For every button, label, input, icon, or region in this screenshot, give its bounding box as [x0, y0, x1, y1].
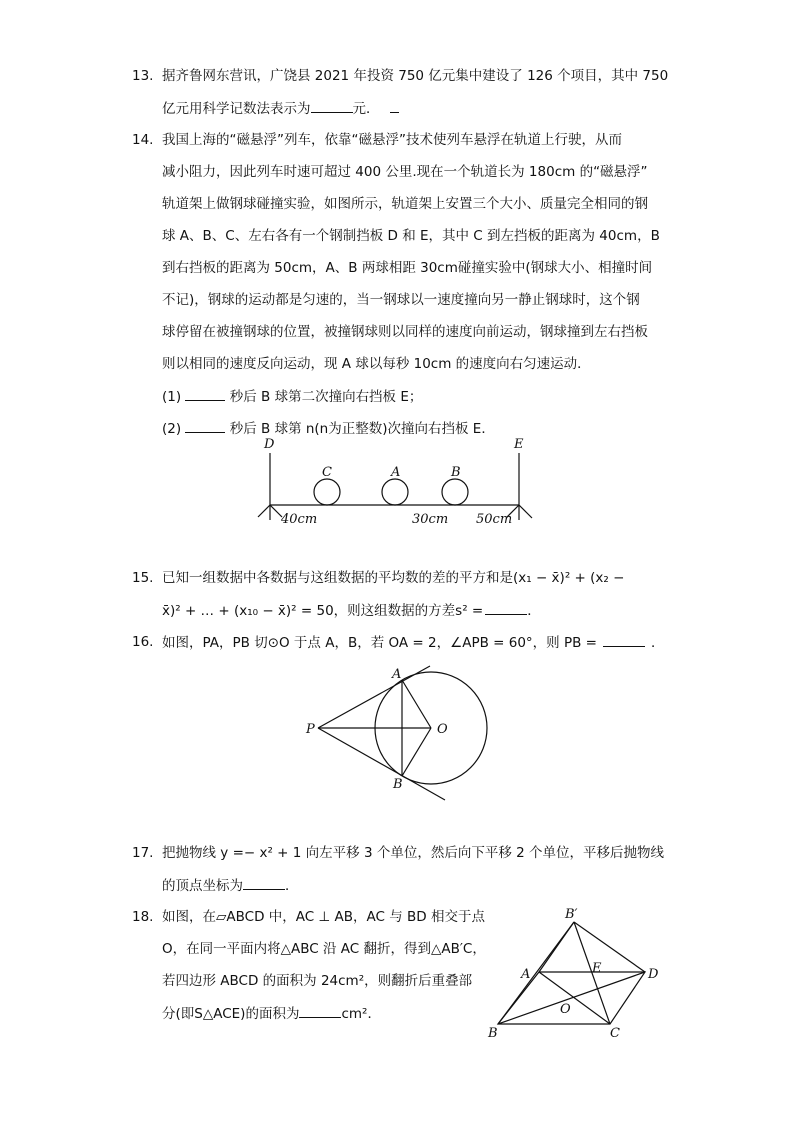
- q16-fig-label-o: O: [437, 722, 448, 737]
- q17-line2a: 的顶点坐标为: [162, 878, 243, 894]
- q17-line1: 把抛物线 y =− x² + 1 向左平移 3 个单位，然后向下平移 2 个单位，平移后抛物线: [162, 845, 665, 861]
- q18-fig-diagonal-ac: [539, 972, 610, 1024]
- q16-number: 16.: [132, 634, 154, 650]
- q18-number: 18.: [132, 909, 154, 925]
- q14-part1-text: 秒后 B 球第二次撞向右挡板 E；: [229, 389, 423, 405]
- q13-line2a: 亿元用科学记数法表示为: [162, 101, 311, 117]
- q13-line1: 据齐鲁网东营讯，广饶县 2021 年投资 750 亿元集中建设了 126 个项目，其中 750: [162, 68, 669, 84]
- q14-fig-dist-40: 40cm: [281, 512, 318, 527]
- q18-line4b: cm²．: [341, 1006, 381, 1022]
- q18-fig-label-e: E: [592, 961, 602, 976]
- q14-fig-dist-50: 50cm: [476, 512, 513, 527]
- q16-end: ．: [650, 635, 665, 651]
- q14-part1-label: (1): [162, 389, 182, 405]
- q16-fig-label-p: P: [306, 722, 315, 737]
- q18-fig-label-c: C: [610, 1026, 620, 1041]
- q18-fig-label-a: A: [521, 967, 531, 982]
- q14-part2-text: 秒后 B 球第 n(n为正整数)次撞向右挡板 E．: [229, 421, 495, 437]
- q18-line4a: 分(即S△ACE)的面积为: [162, 1006, 300, 1022]
- q18-fig-label-o: O: [560, 1002, 571, 1017]
- q18-fig-label-b-prime: B′: [565, 907, 578, 922]
- q16-fig-label-a: A: [392, 667, 402, 682]
- q18-fig-label-b: B: [488, 1026, 498, 1041]
- q14-number: 14.: [132, 132, 154, 148]
- q14-line6: 不记)，钢球的运动都是匀速的，当一钢球以一速度撞向另一静止钢球时，这个钢: [162, 292, 640, 308]
- q14-part2-label: (2): [162, 421, 182, 437]
- q14-fig-label-c: C: [322, 465, 332, 480]
- q17-number: 17.: [132, 845, 154, 861]
- q16-fig-label-b: B: [393, 777, 403, 792]
- q14-line7: 球停留在被撞钢球的位置，被撞钢球则以同样的速度向前运动，钢球撞到左右挡板: [162, 324, 648, 340]
- q17-line2b: ．: [285, 878, 299, 894]
- q14-fig-label-a: A: [391, 465, 401, 480]
- q14-line4: 球 A、B、C、左右各有一个钢制挡板 D 和 E，其中 C 到左挡板的距离为 40cm，B: [162, 228, 660, 244]
- q16-text: 如图，PA，PB 切⊙O 于点 A，B，若 OA = 2，∠APB = 60°，则 PB =: [162, 635, 597, 651]
- q14-fig-dist-30: 30cm: [412, 512, 449, 527]
- q14-fig-label-b: B: [451, 465, 461, 480]
- q14-line5: 到右挡板的距离为 50cm，A、B 两球相距 30cm碰撞实验中(钢球大小、相撞时间: [162, 260, 653, 276]
- q18-fig-edge-b1d: [574, 922, 645, 972]
- q14-line3: 轨道架上做钢球碰撞实验，如图所示，轨道架上安置三个大小、质量完全相同的钢: [162, 196, 648, 212]
- q15-line1: 已知一组数据中各数据与这组数据的平均数的差的平方和是(x₁ − x̄)² + (x₂ −: [162, 570, 625, 586]
- q18-line3: 若四边形 ABCD 的面积为 24cm²，则翻折后重叠部: [162, 973, 473, 989]
- q15-line2a: x̄)² + … + (x₁₀ − x̄)² = 50，则这组数据的方差s² =: [162, 603, 484, 619]
- q13-number: 13.: [132, 68, 154, 84]
- q14-fig-label-e: E: [514, 437, 524, 452]
- q18-line2: O，在同一平面内将△ABC 沿 AC 翻折，得到△AB′C，: [162, 941, 486, 957]
- q18-fig-label-d: D: [648, 967, 659, 982]
- q18-line1: 如图，在▱ABCD 中，AC ⊥ AB，AC 与 BD 相交于点: [162, 909, 485, 925]
- q15-line2b: ．: [527, 603, 541, 619]
- q13-line2b: 元．: [352, 101, 380, 117]
- q14-line2: 减小阻力，因此列车时速可超过 400 公里.现在一个轨道长为 180cm 的“磁悬浮”: [162, 164, 648, 180]
- q14-fig-label-d: D: [264, 437, 275, 452]
- q14-line8: 则以相同的速度反向运动，现 A 球以每秒 10cm 的速度向右匀速运动．: [162, 356, 591, 372]
- q15-number: 15.: [132, 570, 154, 586]
- q14-line1: 我国上海的“磁悬浮”列车，依靠“磁悬浮”技术使列车悬浮在轨道上行驶，从而: [162, 132, 622, 148]
